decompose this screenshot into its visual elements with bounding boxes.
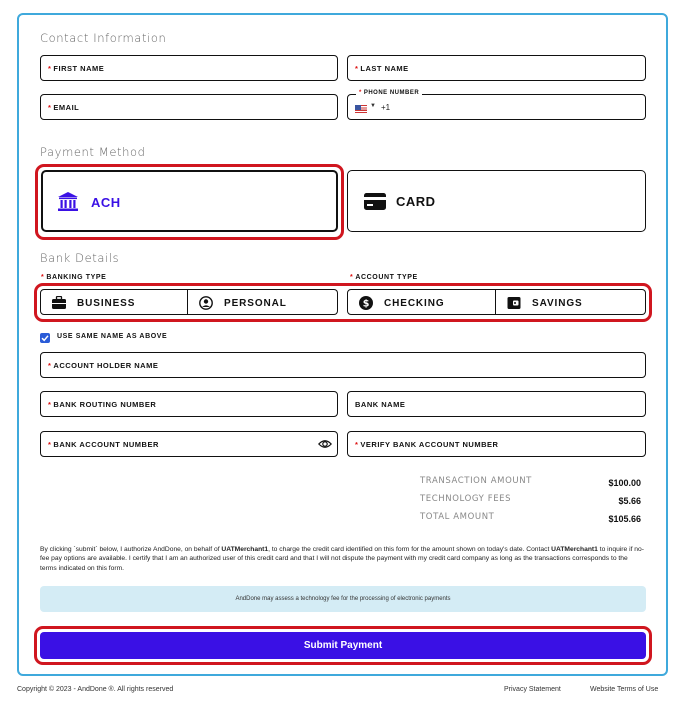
account-number-field[interactable]: [40, 431, 338, 457]
account-holder-label: * ACCOUNT HOLDER NAME: [48, 361, 159, 370]
svg-text:$: $: [362, 298, 370, 310]
privacy-statement-link[interactable]: Privacy Statement: [504, 686, 561, 693]
account-holder-field[interactable]: [40, 352, 646, 378]
card-option-button[interactable]: [347, 170, 646, 232]
transaction-amount-label: TRANSACTION AMOUNT: [420, 476, 532, 486]
total-amount-label: TOTAL AMOUNT: [420, 512, 495, 522]
email-field[interactable]: [40, 94, 338, 120]
authorization-text: By clicking `submit` below, I authorize AndDone, on behalf of UATMerchant1, to charge the credit card identified on this form for the amount shown on today's date. Contact UATMerchant1 to inquire if no-fee pay options are available. I certify that I am an authorized user of this credit card and that I will not dispute the payment with my credit card company as long as the transactions corresponds to the terms indicated on this form.: [40, 546, 644, 572]
bank-name-label: BANK NAME: [355, 400, 406, 409]
fee-notice: AndDone may assess a technology fee for the processing of electronic payments: [40, 586, 646, 612]
copyright-text: Copyright © 2023 - AndDone ®. All rights reserved: [17, 686, 174, 693]
routing-number-field[interactable]: [40, 391, 338, 417]
payment-section-title: Payment Method: [40, 145, 146, 159]
ach-option-button[interactable]: [41, 170, 338, 232]
contact-section-title: Contact Information: [40, 31, 167, 45]
verify-account-label: * VERIFY BANK ACCOUNT NUMBER: [355, 440, 499, 449]
briefcase-icon: [52, 296, 66, 309]
technology-fees-value: $5.66: [618, 496, 641, 506]
first-name-label: * FIRST NAME: [48, 64, 105, 73]
banking-type-label: * BANKING TYPE: [41, 274, 107, 281]
personal-label: PERSONAL: [224, 298, 287, 309]
technology-fees-label: TECHNOLOGY FEES: [420, 494, 512, 504]
eye-icon[interactable]: [318, 438, 332, 450]
same-name-checkbox[interactable]: [40, 333, 50, 343]
dollar-circle-icon: [359, 296, 373, 310]
ach-label: ACH: [91, 195, 121, 210]
account-number-label: * BANK ACCOUNT NUMBER: [48, 440, 159, 449]
last-name-label: * LAST NAME: [355, 64, 409, 73]
first-name-field[interactable]: [40, 55, 338, 81]
phone-number-label: * PHONE NUMBER: [356, 90, 422, 96]
checkmark-icon: [41, 334, 49, 342]
credit-card-icon: [364, 193, 386, 210]
phone-dial-code: +1: [381, 103, 391, 112]
same-name-label: USE SAME NAME AS ABOVE: [57, 333, 168, 340]
us-flag-icon[interactable]: [355, 105, 367, 113]
wallet-icon: [507, 296, 521, 310]
submit-payment-button[interactable]: Submit Payment: [40, 632, 646, 659]
bank-icon: [57, 192, 79, 212]
business-label: BUSINESS: [77, 298, 136, 309]
email-label: * EMAIL: [48, 103, 80, 112]
card-label: CARD: [396, 194, 436, 209]
last-name-field[interactable]: [347, 55, 646, 81]
chevron-down-icon[interactable]: ▼: [370, 103, 376, 109]
terms-of-use-link[interactable]: Website Terms of Use: [590, 686, 659, 693]
checking-option[interactable]: [347, 289, 496, 315]
checking-label: CHECKING: [384, 298, 445, 309]
savings-option[interactable]: [496, 289, 646, 315]
bank-name-field[interactable]: [347, 391, 646, 417]
phone-number-field[interactable]: [347, 90, 646, 120]
account-type-label: * ACCOUNT TYPE: [350, 274, 418, 281]
total-amount-value: $105.66: [608, 514, 641, 524]
transaction-amount-value: $100.00: [608, 478, 641, 488]
bank-section-title: Bank Details: [40, 251, 120, 265]
business-option[interactable]: [40, 289, 188, 315]
user-circle-icon: [199, 296, 213, 310]
savings-label: SAVINGS: [532, 298, 583, 309]
personal-option[interactable]: [188, 289, 338, 315]
verify-account-field[interactable]: [347, 431, 646, 457]
routing-number-label: * BANK ROUTING NUMBER: [48, 400, 157, 409]
